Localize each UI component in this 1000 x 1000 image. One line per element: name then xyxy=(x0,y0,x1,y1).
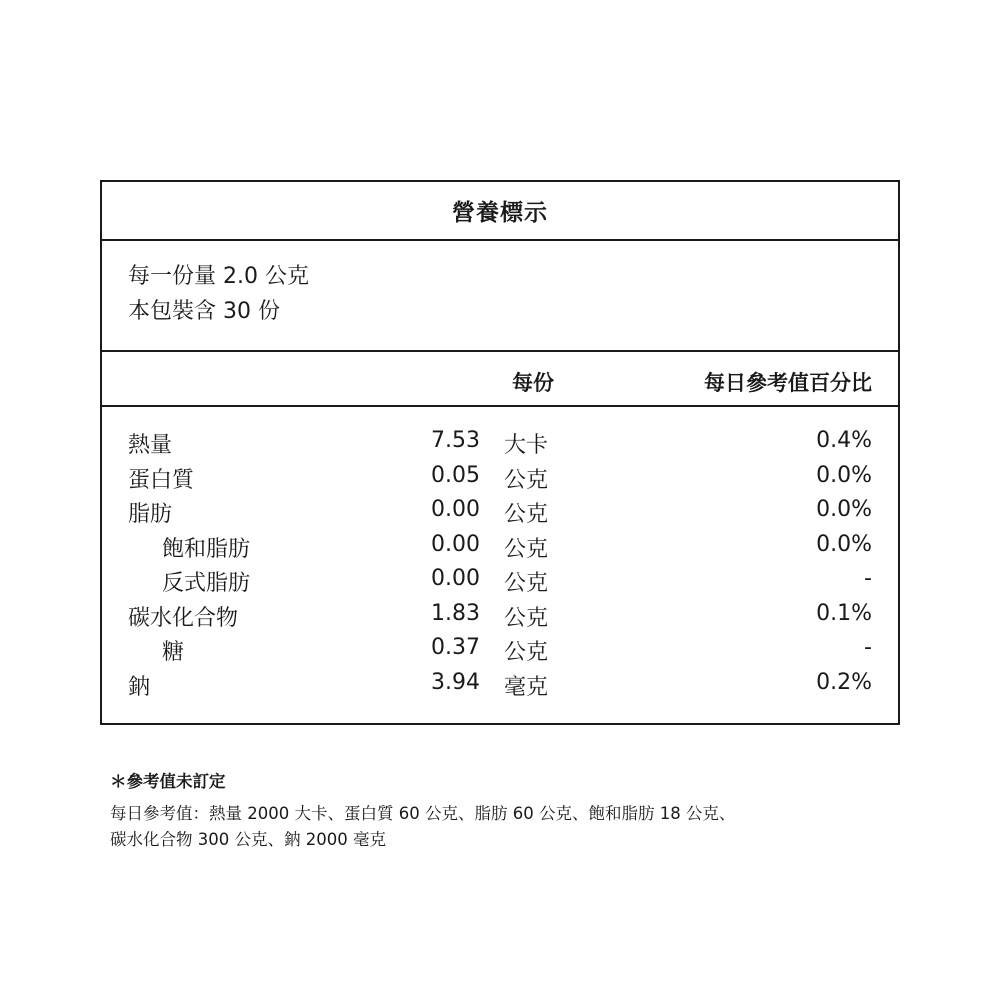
nutrient-row-trans-fat xyxy=(102,563,898,598)
nutrient-daily-pct: 0.0% xyxy=(816,497,872,522)
nutrient-daily-pct: 0.2% xyxy=(816,669,872,695)
nutrient-amount: 0.37 xyxy=(431,635,480,660)
nutrient-unit: 公克 xyxy=(504,571,549,596)
nutrient-unit: 公克 xyxy=(504,605,549,631)
nutrition-label xyxy=(100,180,900,725)
nutrient-amount: 0.00 xyxy=(431,566,480,591)
footnote-title: ＊參考值未訂定 xyxy=(110,772,226,791)
nutrient-row-fat xyxy=(102,494,898,529)
nutrient-name: 脂肪 xyxy=(128,502,173,527)
nutrient-daily-pct: 0.0% xyxy=(816,462,872,488)
nutrient-row-sugar xyxy=(102,632,898,667)
nutrient-name: 鈉 xyxy=(128,674,151,700)
nutrient-unit: 公克 xyxy=(504,640,549,665)
nutrient-name: 蛋白質 xyxy=(128,467,195,493)
nutrient-name: 飽和脂肪 xyxy=(162,536,251,562)
nutrient-daily-pct: 0.1% xyxy=(816,600,872,626)
nutrient-row-calories xyxy=(102,425,898,460)
label-title xyxy=(102,182,898,241)
nutrient-unit: 大卡 xyxy=(504,433,549,458)
nutrient-list xyxy=(102,407,898,701)
nutrient-daily-pct: 0.4% xyxy=(816,428,872,453)
nutrient-unit: 公克 xyxy=(504,536,549,562)
nutrient-amount: 3.94 xyxy=(431,669,480,695)
nutrient-amount: 1.83 xyxy=(431,600,480,626)
nutrient-name: 碳水化合物 xyxy=(128,605,239,631)
nutrient-amount: 0.05 xyxy=(431,462,480,488)
nutrient-unit: 公克 xyxy=(504,467,549,493)
nutrient-amount: 0.00 xyxy=(431,531,480,557)
nutrient-amount: 7.53 xyxy=(431,428,480,453)
header-per-serving: 每份 xyxy=(512,371,554,395)
column-header xyxy=(102,352,898,407)
nutrient-row-saturated-fat xyxy=(102,529,898,564)
serving-info xyxy=(102,241,898,352)
nutrient-name: 熱量 xyxy=(128,433,173,458)
nutrient-row-sodium xyxy=(102,667,898,702)
footnote-line-1: 每日參考值：熱量 2000 大卡、蛋白質 60 公克、脂肪 60 公克、飽和脂肪 18 公克、 xyxy=(110,804,736,823)
nutrient-daily-pct: 0.0% xyxy=(816,531,872,557)
header-daily-value: 每日參考值百分比 xyxy=(704,371,872,395)
nutrient-name: 糖 xyxy=(162,640,185,665)
footnote xyxy=(110,768,930,853)
serving-size: 每一份量 2.0 公克 xyxy=(128,264,309,289)
servings-per-package: 本包裝含 30 份 xyxy=(128,299,280,324)
nutrient-daily-pct: - xyxy=(864,566,872,591)
nutrient-row-carbohydrate xyxy=(102,598,898,633)
nutrient-unit: 公克 xyxy=(504,502,549,527)
footnote-line-2: 碳水化合物 300 公克、鈉 2000 毫克 xyxy=(110,830,386,849)
nutrient-daily-pct: - xyxy=(864,635,872,660)
label-title-text: 營養標示 xyxy=(452,200,548,226)
nutrient-name: 反式脂肪 xyxy=(162,571,251,596)
nutrient-unit: 毫克 xyxy=(504,674,549,700)
nutrient-amount: 0.00 xyxy=(431,497,480,522)
nutrient-row-protein xyxy=(102,460,898,495)
